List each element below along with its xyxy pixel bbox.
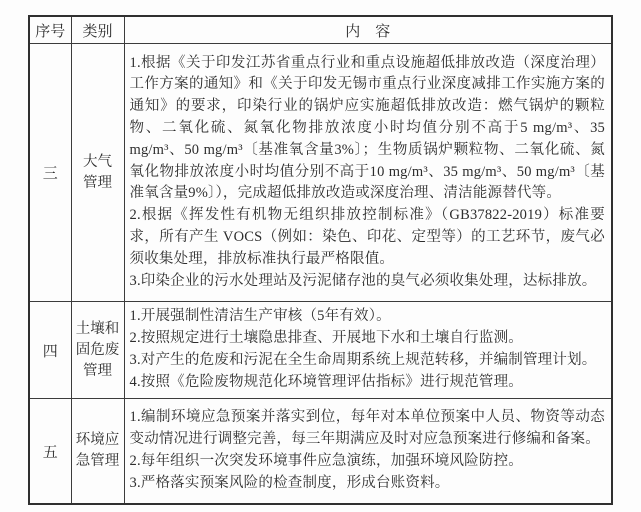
content-item: 1.编制环境应急预案并落实到位，每年对本单位预案中人员、物资等动态变动情况进行调整完善，每三年期满应及时对应急预案进行修编和备案。 xyxy=(129,409,605,448)
content-item: 1.开展强制性清洁生产审核（5年有效）。 xyxy=(129,308,391,325)
serial-number-cell: 五 xyxy=(29,399,71,505)
category-cell xyxy=(71,44,124,302)
content-item: 2.每年组织一次突发环境事件应急演练，加强环境风险防控。 xyxy=(129,453,523,469)
category-line: 管理 xyxy=(83,362,112,379)
serial-number-cell: 三 xyxy=(29,44,71,302)
category-line: 环境应 xyxy=(75,432,120,448)
category-line: 急管理 xyxy=(75,453,120,469)
category-line: 大气 xyxy=(83,153,112,170)
category-line: 管理 xyxy=(83,174,112,191)
content-item: 2.根据《挥发性有机物无组织排放控制标准》（GB37822-2019）标准要求，所有产生 VOCS（例如：染色、印花、定型等）的工艺环节，废气必须收集处理，排放标准执行最严格限值。 xyxy=(129,207,605,267)
category-line: 土壤和 xyxy=(75,320,120,337)
header-category: 类别 xyxy=(71,16,124,44)
header-serial-number: 序号 xyxy=(29,16,71,44)
category-cell xyxy=(71,399,124,505)
content-item: 2.按照规定进行土壤隐患排查、开展地下水和土壤自行监测。 xyxy=(129,330,523,347)
content-cell xyxy=(124,399,612,505)
compliance-requirements-table xyxy=(28,15,613,505)
category-cell xyxy=(71,302,124,399)
table-row-air-management xyxy=(29,44,612,302)
table-row-emergency-management xyxy=(29,399,612,505)
content-item: 3.对产生的危废和污泥在全生命周期系统上规范转移，并编制管理计划。 xyxy=(129,352,597,368)
category-line: 固危废 xyxy=(75,341,120,358)
content-cell xyxy=(124,44,612,302)
table-header-row xyxy=(29,16,612,44)
table-row-soil-waste-management xyxy=(29,302,612,399)
content-cell xyxy=(124,302,612,399)
content-item: 3.严格落实预案风险的检查制度，形成台账资料。 xyxy=(129,474,450,491)
content-item: 1.根据《关于印发江苏省重点行业和重点设施超低排放改造（深度治理）工作方案的通知》和《关于印发无锡市重点行业深度减排工作实施方案的通知》的要求，印染行业的锅炉应实施超低排放改造：燃气锅炉的颗粒物、二氧化硫、氮氧化物排放浓度小时均值分别不高于5 mg/m³、35 mg/m³、50 mg/m³〔基准氧含量3%〕；生物质锅炉颗粒物、二氧化硫、氮氧化物排放浓度小时均值分别不高于10 mg/m³、35 mg/m³、50 mg/m³〔基准氧含量9%〕），完成超低排放改造或深度治理、清洁能源替代等。 xyxy=(129,54,605,202)
content-item: 3.印染企业的污水处理站及污泥储存池的臭气必须收集处理，达标排放。 xyxy=(129,272,597,289)
serial-number-cell: 四 xyxy=(29,302,71,399)
header-content: 内 容 xyxy=(124,16,612,44)
content-item: 4.按照《危险废物规范化环境管理评估指标》进行规范管理。 xyxy=(129,373,523,390)
